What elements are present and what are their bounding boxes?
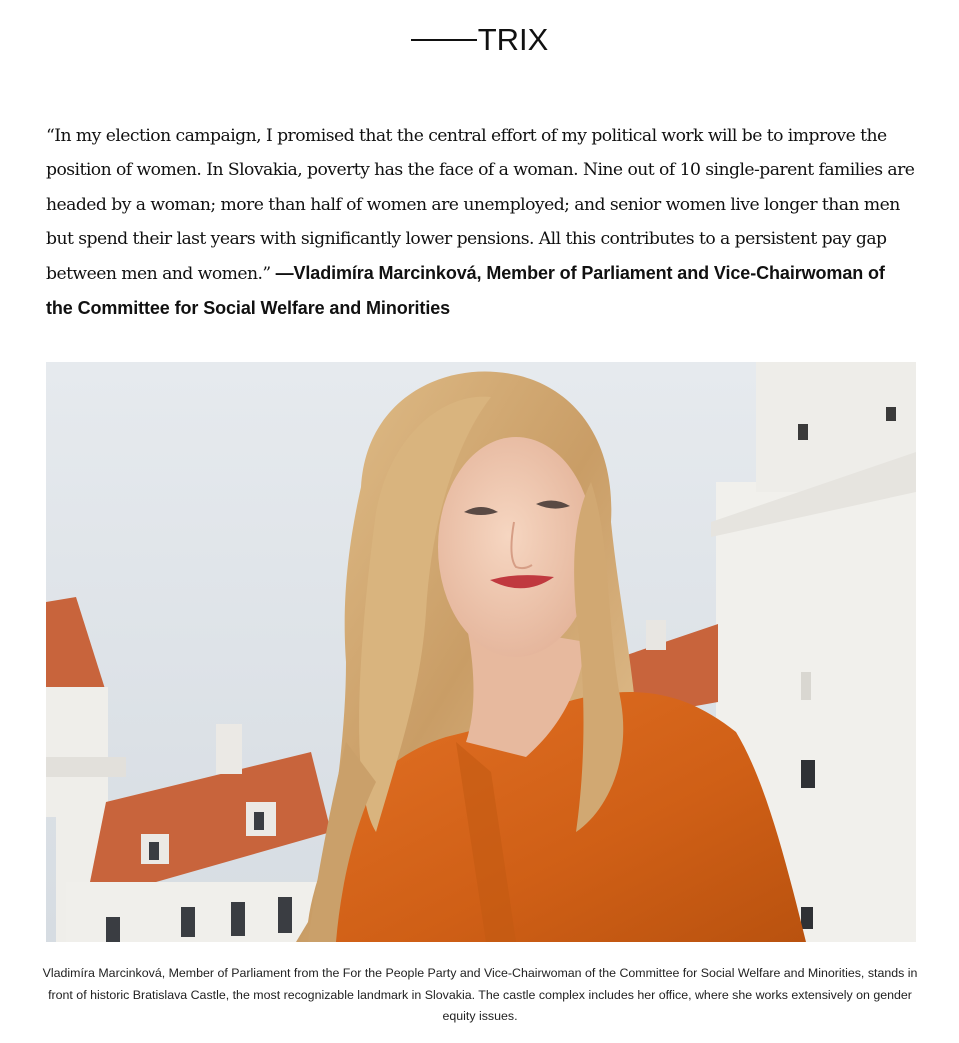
- pull-quote: [46, 119, 916, 327]
- article-photo: [46, 362, 916, 942]
- logo-dash: [411, 39, 477, 41]
- quote-attribution: —Vladimíra Marcinková, Member of Parliament and Vice-Chairwoman of the Committee for Social Welfare and Minorities: [46, 263, 885, 319]
- logo-text: TRIX: [477, 22, 549, 57]
- quote-text: “In my election campaign, I promised that the central effort of my political work will be to improve the position of women. In Slovakia, poverty has the face of a woman. Nine out of 10 single-parent families are headed by a woman; more than half of women are unemployed; and senior women live longer than men but spend their last years with significantly lower pensions. All this contributes to a persistent pay gap between men and women.”: [46, 126, 915, 285]
- site-logo[interactable]: [0, 22, 959, 58]
- photo-caption: Vladimíra Marcinková, Member of Parliament from the For the People Party and Vice-Chairwoman of the Committee for Social Welfare and Minorities, stands in front of historic Bratislava Castle, the most recognizable landmark in Slovakia. The castle complex includes her office, where she works extensively on gender equity issues.: [42, 966, 918, 1023]
- photo-illustration: [46, 362, 916, 942]
